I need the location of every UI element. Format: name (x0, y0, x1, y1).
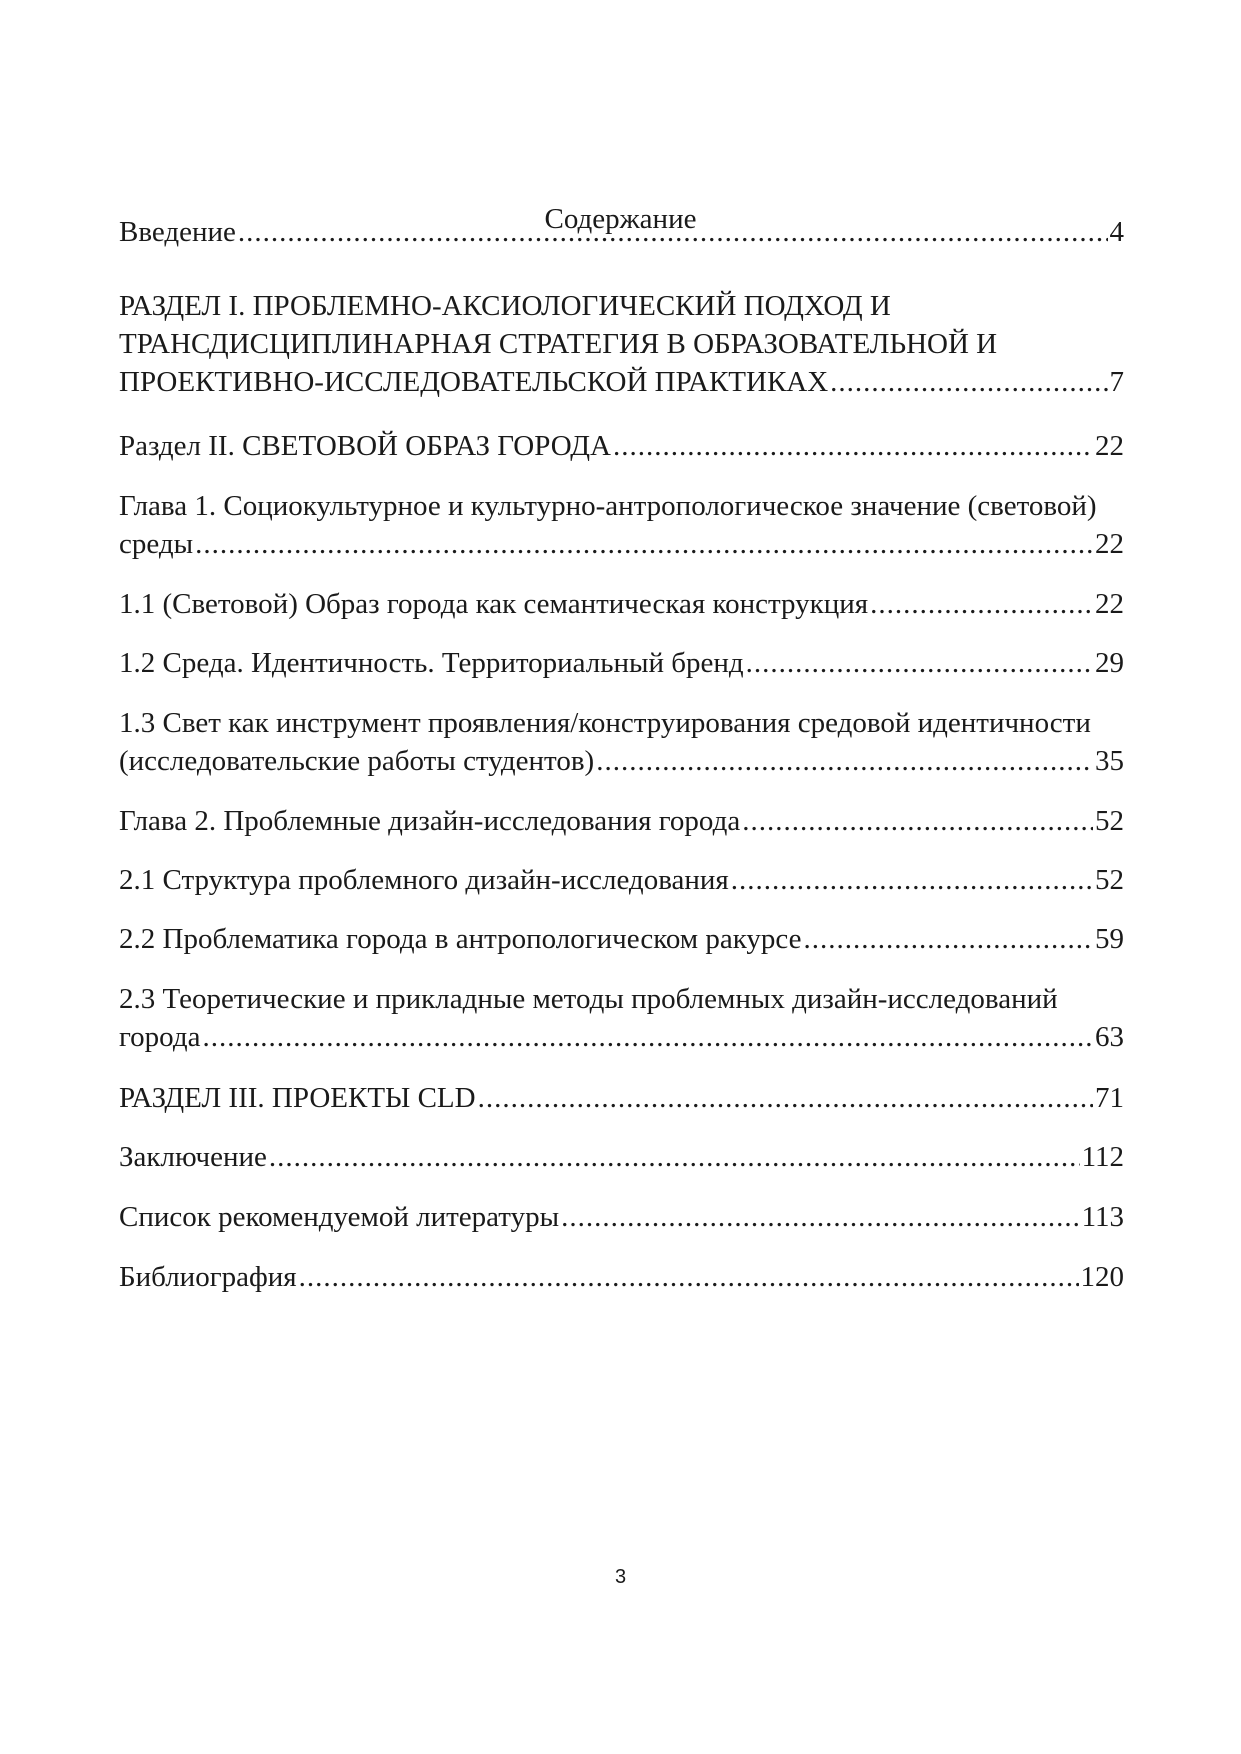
toc-entry-2-2[interactable] (119, 920, 1124, 958)
toc-entry-title: РАЗДЕЛ III. ПРОЕКТЫ CLD (119, 1082, 476, 1114)
toc-dot-leader (238, 213, 1108, 251)
toc-entry-section-2[interactable] (119, 427, 1124, 465)
toc-entry-page: 71 (1095, 1082, 1124, 1114)
toc-dot-leader (269, 1138, 1080, 1176)
toc-entry-1-1[interactable] (119, 585, 1124, 623)
toc-entry-page: 22 (1095, 588, 1124, 620)
toc-entry-page: 29 (1095, 647, 1124, 679)
toc-dot-leader (742, 802, 1093, 840)
toc-entry-page: 63 (1095, 1021, 1124, 1053)
toc-entry-title: среды (119, 528, 194, 560)
toc-dot-leader (731, 861, 1093, 899)
toc-entry-chapter-2[interactable] (119, 802, 1124, 840)
toc-entry-bibliography[interactable] (119, 1258, 1124, 1296)
toc-entry-2-3[interactable] (119, 980, 1124, 1056)
toc-entry-title: Список рекомендуемой литературы (119, 1201, 560, 1233)
toc-entry-title: города (119, 1021, 201, 1053)
toc-entry-title: ПРОЕКТИВНО-ИССЛЕДОВАТЕЛЬСКОЙ ПРАКТИКАХ (119, 366, 829, 398)
page-title: Содержание (544, 203, 697, 235)
toc-dot-leader (746, 644, 1093, 682)
toc-entry-title: 2.2 Проблематика города в антропологическом ракурсе (119, 923, 802, 955)
toc-entry-title: Раздел II. СВЕТОВОЙ ОБРАЗ ГОРОДА (119, 430, 611, 462)
toc-entry-title-line: Глава 1. Социокультурное и культурно-антропологическое значение (световой) (119, 490, 1097, 522)
toc-entry-page: 120 (1080, 1261, 1124, 1293)
toc-entry-title-line: 2.3 Теоретические и прикладные методы проблемных дизайн-исследований (119, 983, 1058, 1015)
toc-entry-section-3[interactable] (119, 1079, 1124, 1117)
toc-dot-leader (804, 920, 1093, 958)
toc-entry-title: Глава 2. Проблемные дизайн-исследования города (119, 805, 741, 837)
toc-entry-title-line: 1.3 Свет как инструмент проявления/конструирования средовой идентичности (119, 707, 1091, 739)
toc-entry-chapter-1[interactable] (119, 487, 1124, 563)
toc-entry-page: 59 (1095, 923, 1124, 955)
toc-entry-page: 35 (1095, 745, 1124, 777)
toc-entry-page: 112 (1081, 1141, 1124, 1173)
toc-entry-title: 2.1 Структура проблемного дизайн-исследования (119, 864, 729, 896)
toc-entry-page: 52 (1095, 864, 1124, 896)
toc-entry-2-1[interactable] (119, 861, 1124, 899)
toc-dot-leader (596, 742, 1093, 780)
toc-entry-title-line: РАЗДЕЛ I. ПРОБЛЕМНО-АКСИОЛОГИЧЕСКИЙ ПОДХОД И (119, 290, 891, 322)
toc-entry-page: 22 (1095, 430, 1124, 462)
toc-dot-leader (561, 1198, 1079, 1236)
toc-dot-leader (202, 1018, 1093, 1056)
toc-entry-title: 1.2 Среда. Идентичность. Территориальный бренд (119, 647, 744, 679)
toc-dot-leader (613, 427, 1093, 465)
toc-entry-page: 22 (1095, 528, 1124, 560)
toc-entry-section-1[interactable] (119, 287, 1124, 401)
toc-dot-leader (870, 585, 1093, 623)
toc-entry-title: (исследовательские работы студентов) (119, 745, 595, 777)
toc-dot-leader (195, 525, 1093, 563)
toc-entry-introduction[interactable] (119, 213, 1124, 251)
toc-dot-leader (830, 363, 1107, 401)
toc-entry-recommended-literature[interactable] (119, 1198, 1124, 1236)
toc-entry-1-3[interactable] (119, 704, 1124, 780)
toc-entry-page: 4 (1109, 216, 1124, 248)
toc-entry-title: 1.1 (Световой) Образ города как семантическая конструкция (119, 588, 869, 620)
toc-entry-page: 113 (1081, 1201, 1124, 1233)
page-number: 3 (614, 1566, 627, 1588)
toc-entry-title: Библиография (119, 1261, 297, 1293)
toc-entry-conclusion[interactable] (119, 1138, 1124, 1176)
toc-entry-title-line: ТРАНСДИСЦИПЛИНАРНАЯ СТРАТЕГИЯ В ОБРАЗОВАТЕЛЬНОЙ И (119, 328, 998, 360)
toc-entry-title: Введение (119, 216, 236, 248)
toc-entry-title: Заключение (119, 1141, 267, 1173)
toc-entry-page: 7 (1109, 366, 1124, 398)
toc-dot-leader (299, 1258, 1079, 1296)
toc-entry-1-2[interactable] (119, 644, 1124, 682)
toc-dot-leader (478, 1079, 1093, 1117)
toc-entry-page: 52 (1095, 805, 1124, 837)
